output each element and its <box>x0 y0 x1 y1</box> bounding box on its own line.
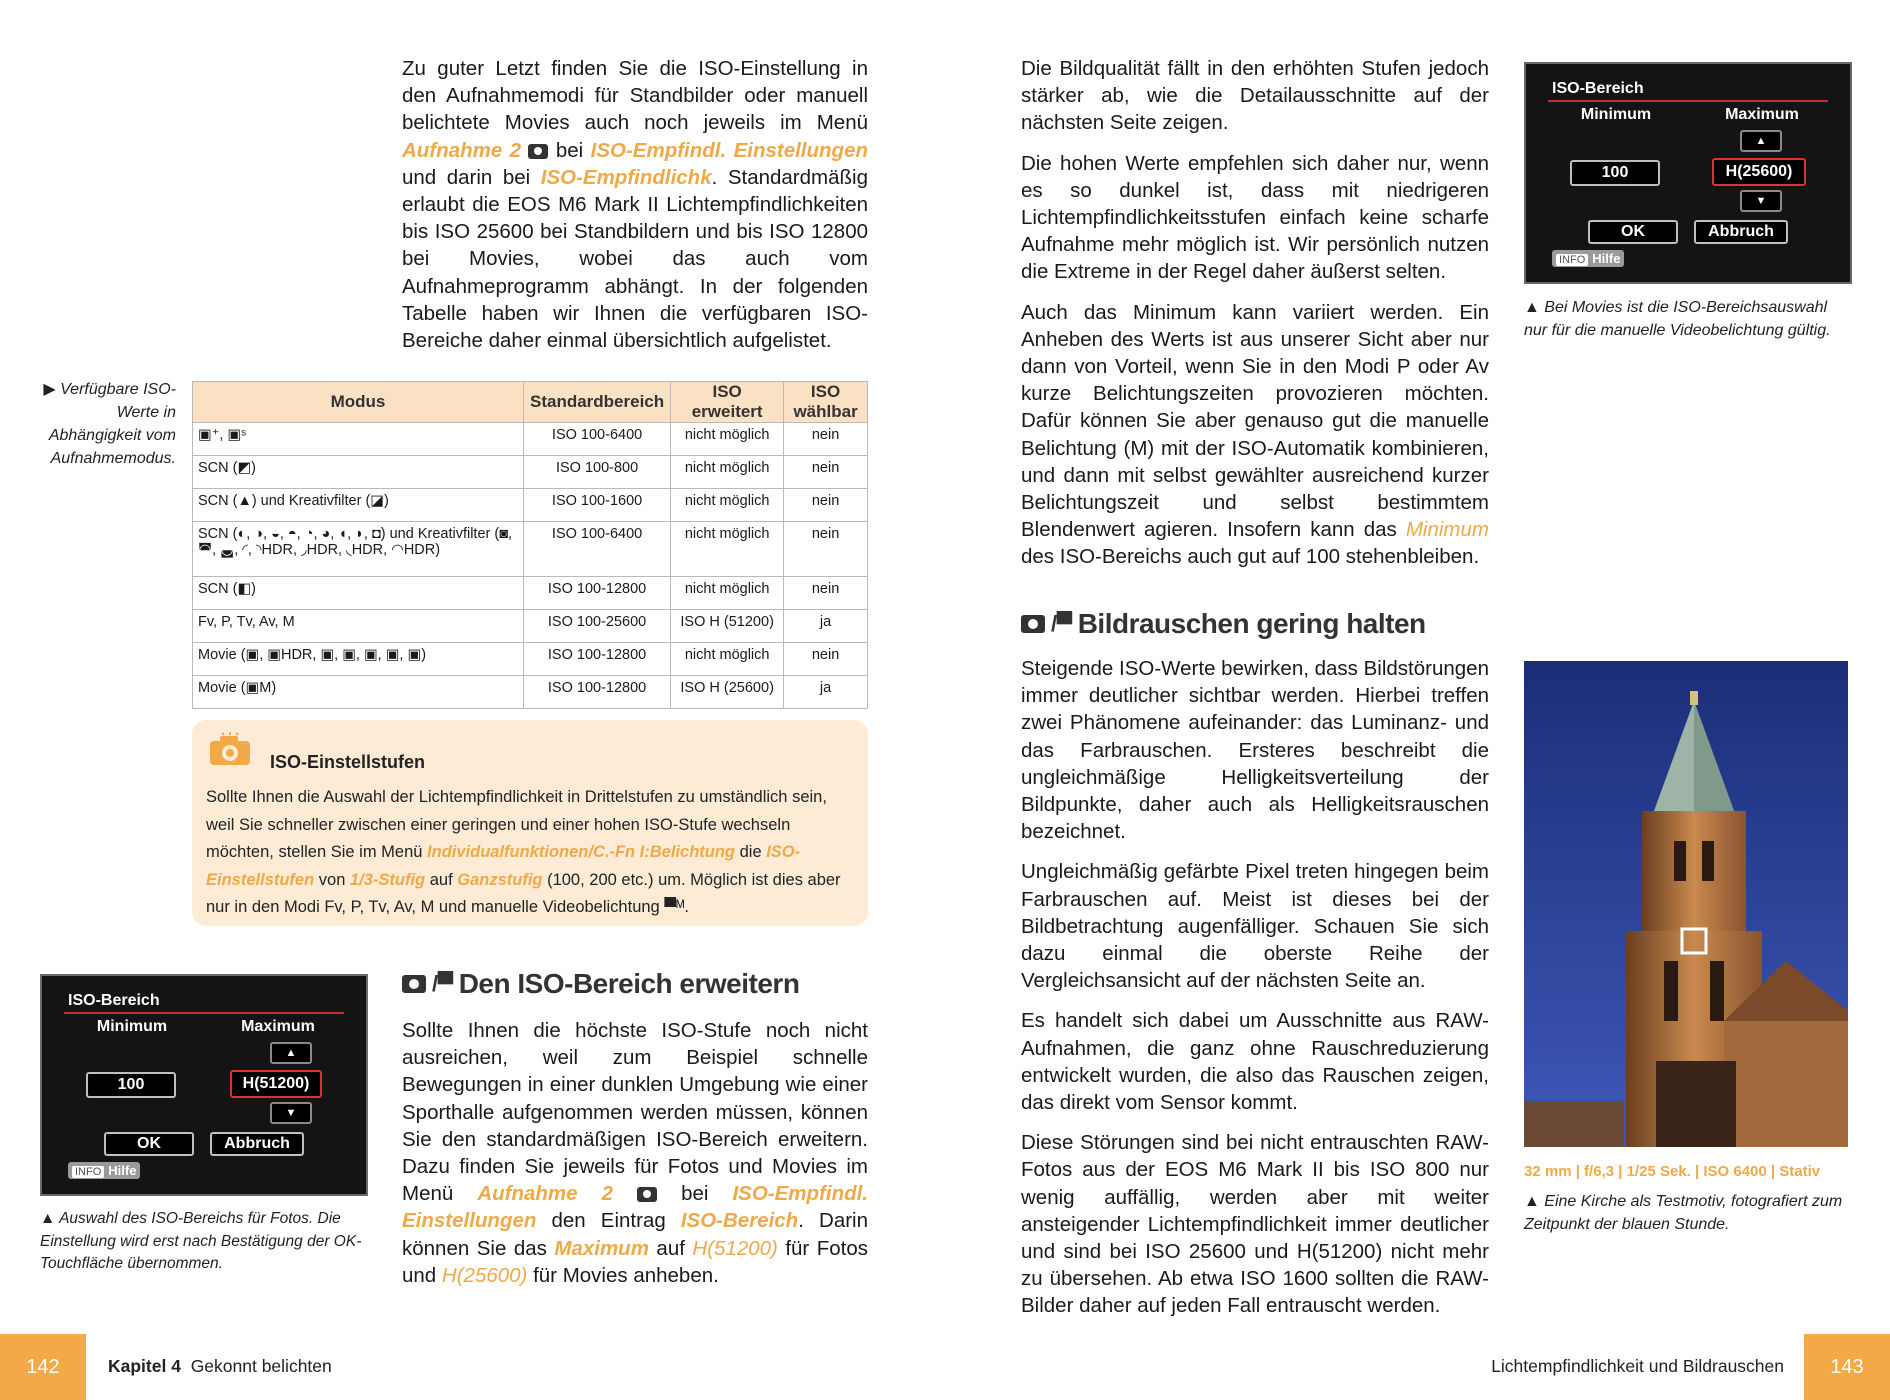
screen-caption-photo: ▲ Auswahl des ISO-Bereichs für Fotos. Die Einstellung wird erst nach Bestätigung der OK-Touchfläche übernommen. <box>40 1210 362 1272</box>
camera-icon <box>528 144 548 159</box>
maximum-label: Maximum <box>241 1018 315 1035</box>
iso-table-wrap <box>192 381 868 709</box>
table-row: SCN (◧) ISO 100-12800 nicht möglich nein <box>193 577 868 610</box>
down-arrow-button[interactable]: ▼ <box>270 1102 312 1124</box>
paragraph: Es handelt sich dabei um Ausschnitte aus RAW-Aufnahmen, die ganz ohne Rauschreduzierung entwickelt wurden, die also das Rauschen zeigen, das direkt vom Sensor kommt. <box>1021 1009 1489 1115</box>
info-help-button[interactable]: INFO Hilfe <box>1552 250 1624 267</box>
table-row: SCN (◐, ◑, ◒, ◓, ◔, ◕, ◖, ◗, ◘) und Kreativfilter (◙, ◚, ◛, ◜, ◝HDR, ◞HDR, ◟HDR, ◠HDR) ISO 100-6400 nicht möglich nein <box>193 522 868 577</box>
ok-button[interactable]: OK <box>104 1132 194 1156</box>
table-header: ISO erweitert <box>671 382 784 423</box>
cancel-button[interactable]: Abbruch <box>1694 220 1788 244</box>
paragraph: Die hohen Werte empfehlen sich daher nur, wenn es so dunkel ist, dass mit niedrigeren Lichtempfindlichkeitsstufen einfach keine scharfe Aufnahme mehr möglich ist. Wir persönlich nutzen die Extreme in der Regel daher äußerst selten. <box>1021 151 1489 284</box>
right-column-bottom <box>1021 655 1489 1333</box>
table-row: SCN (▲) und Kreativfilter (◪) ISO 100-1600 nicht möglich nein <box>193 489 868 522</box>
table-row: ▣⁺, ▣ˢ ISO 100-6400 nicht möglich nein <box>193 423 868 456</box>
paragraph: Ungleichmäßig gefärbte Pixel treten hingegen beim Farbrauschen auf. Meist ist dieses bei der Bildbetrachtung augenfälliger. Schauen Sie sich dazu einmal die oberste Reihe der Vergleichsansicht auf der nächsten Seite an. <box>1021 860 1489 993</box>
camera-icon <box>1021 615 1045 633</box>
iso-range-screen-movie <box>1524 62 1852 284</box>
table-row: Fv, P, Tv, Av, M ISO 100-25600 ISO H (51200) ja <box>193 610 868 643</box>
screen-divider <box>64 1012 344 1014</box>
tip-box <box>192 720 868 926</box>
table-row: Movie (▣, ▣HDR, ▣, ▣, ▣, ▣, ▣) ISO 100-12800 nicht möglich nein <box>193 643 868 676</box>
screen-caption-movie: ▲ Bei Movies ist die ISO-Bereichsauswahl nur für die manuelle Videobelichtung gültig. <box>1524 299 1831 339</box>
iso-range-table <box>192 381 868 709</box>
paragraph: Die Bildqualität fällt in den erhöhten Stufen jedoch stärker ab, wie die Detailausschnitte auf der nächsten Seite zeigen. <box>1021 57 1489 135</box>
church-photo <box>1524 661 1848 1147</box>
photo-caption: ▲ Eine Kirche als Testmotiv, fotografiert zum Zeitpunkt der blauen Stunde. <box>1524 1193 1843 1233</box>
camera-icon <box>637 1187 657 1202</box>
table-header: ISO wählbar <box>784 382 868 423</box>
intro-paragraph: Zu guter Letzt finden Sie die ISO-Einstellung in den Aufnahmemodi für Standbilder oder manuell belichtete Movies auch noch jeweils im Menü Aufnahme 2 bei ISO-Empfindl. Einstellungen und darin bei ISO-Empfindlichk. Standardmäßig erlaubt die EOS M6 Mark II Lichtempfindlichkeiten bis ISO 25600 bei Standbildern und bis ISO 12800 bei Movies, wobei das auch vom Aufnahmeprogramm abhängt. In der folgenden Tabelle haben wir Ihnen die verfügbaren ISO-Bereiche daher einmal übersichtlich aufgelistet. <box>402 57 868 353</box>
iso-range-screen-photo <box>40 974 368 1196</box>
camera-icon <box>402 975 426 993</box>
minimum-value[interactable]: 100 <box>86 1072 176 1098</box>
tip-title: ISO-Einstellstufen <box>270 752 426 772</box>
section-heading-noise: /▀ Bildrauschen gering halten <box>1021 608 1426 640</box>
page-number-right: 143 <box>1804 1334 1890 1400</box>
screen-title: ISO-Bereich <box>1552 80 1644 97</box>
photo-exif: 32 mm | f/6,3 | 1/25 Sek. | ISO 6400 | Stativ <box>1524 1163 1821 1180</box>
minimum-value[interactable]: 100 <box>1570 160 1660 186</box>
movie-icon: /▀ <box>1051 611 1072 636</box>
up-arrow-button[interactable]: ▲ <box>1740 130 1782 152</box>
movie-manual-icon: ▀ᴹ <box>664 898 685 916</box>
minimum-label: Minimum <box>96 1018 168 1035</box>
maximum-label: Maximum <box>1725 106 1799 123</box>
tip-body: Sollte Ihnen die Auswahl der Lichtempfindlichkeit in Drittelstufen zu umständlich sein, weil Sie schneller zwischen einer geringen und einer hohen ISO-Stufe wechseln möchten, stellen Sie im Menü Individualfunktionen/C.-Fn I:Belichtung die ISO-Einstellstufen von 1/3-Stufig auf Ganzstufig (100, 200 etc.) um. Möglich ist dies aber nur in den Modi Fv, P, Tv, Av, M und manuelle Videobelichtung ▀ᴹ. <box>206 788 841 916</box>
page-number-left: 142 <box>0 1334 86 1400</box>
menu-ref-aufnahme2: Aufnahme 2 <box>402 138 522 162</box>
ok-button[interactable]: OK <box>1588 220 1678 244</box>
camera-tip-icon <box>208 732 252 766</box>
maximum-value[interactable]: H(25600) <box>1712 158 1806 186</box>
paragraph: Steigende ISO-Werte bewirken, dass Bildstörungen immer deutlicher sichtbar werden. Hierbei treffen zwei Phänomene aufeinander: das Luminanz- und das Farbrauschen. Ersteres beschreibt die ungleichmäßige Helligkeitsverteilung der Bildpunkte, daher auch als Helligkeitsrauschen bezeichnet. <box>1021 657 1489 844</box>
up-arrow-button[interactable]: ▲ <box>270 1042 312 1064</box>
paragraph: Auch das Minimum kann variiert werden. Ein Anheben des Werts ist aus unserer Sicht aber nur dann von Vorteil, wenn Sie in den Modi P oder Av kurze Belichtungszeiten provozieren möchten. Dafür können Sie aber genauso gut die manuelle Belichtung (M) mit der ISO-Automatik kombinieren, und dann mit selbst gewählter ausreichend kurzer Belichtungszeit und selbst bestimmtem Blendenwert agieren. Insofern kann das Minimum des ISO-Bereichs auch gut auf 100 stehenbleiben. <box>1021 300 1489 569</box>
table-header: Standardbereich <box>524 382 671 423</box>
table-caption: ▶ Verfügbare ISO-Werte in Abhängigkeit vom Aufnahmemodus. <box>43 381 176 467</box>
section-heading-expand: /▀ Den ISO-Bereich erweitern <box>402 968 799 1000</box>
table-row: Movie (▣M) ISO 100-12800 ISO H (25600) ja <box>193 676 868 709</box>
maximum-value[interactable]: H(51200) <box>230 1070 322 1098</box>
footer-left: Kapitel 4 Gekonnt belichten <box>108 1356 332 1376</box>
screen-title: ISO-Bereich <box>68 992 160 1009</box>
minimum-label: Minimum <box>1580 106 1652 123</box>
info-help-button[interactable]: INFO Hilfe <box>68 1162 140 1179</box>
expand-paragraph: Sollte Ihnen die höchste ISO-Stufe noch nicht ausreichen, weil zum Beispiel schnelle Bewegungen in einer dunklen Umgebung wie einer Sporthalle aufgenommen werden müssen, können Sie den standardmäßigen ISO-Bereich erweitern. Dazu finden Sie jeweils für Fotos und Movies im Menü Aufnahme 2 bei ISO-Empfindl. Einstellungen den Eintrag ISO-Bereich. Darin können Sie das Maximum auf H(51200) für Fotos und H(25600) für Movies anheben. <box>402 1019 869 1287</box>
table-row: SCN (◩) ISO 100-800 nicht möglich nein <box>193 456 868 489</box>
right-column-top <box>1021 55 1489 584</box>
footer-right: Lichtempfindlichkeit und Bildrauschen <box>1491 1356 1784 1376</box>
screen-divider <box>1548 100 1828 102</box>
down-arrow-button[interactable]: ▼ <box>1740 190 1782 212</box>
paragraph: Diese Störungen sind bei nicht entrauschten RAW-Fotos aus der EOS M6 Mark II bis ISO 800 nur wenig auffällig, werden aber mit weiter ansteigender Lichtempfindlichkeit immer deutlicher und sind bei ISO 25600 und H(51200) nicht mehr zu übersehen. Ab etwa ISO 1600 sollten die RAW-Bilder daher auf jeden Fall entrauscht werden. <box>1021 1131 1489 1318</box>
movie-icon: /▀ <box>432 971 453 996</box>
cancel-button[interactable]: Abbruch <box>210 1132 304 1156</box>
table-header: Modus <box>193 382 524 423</box>
